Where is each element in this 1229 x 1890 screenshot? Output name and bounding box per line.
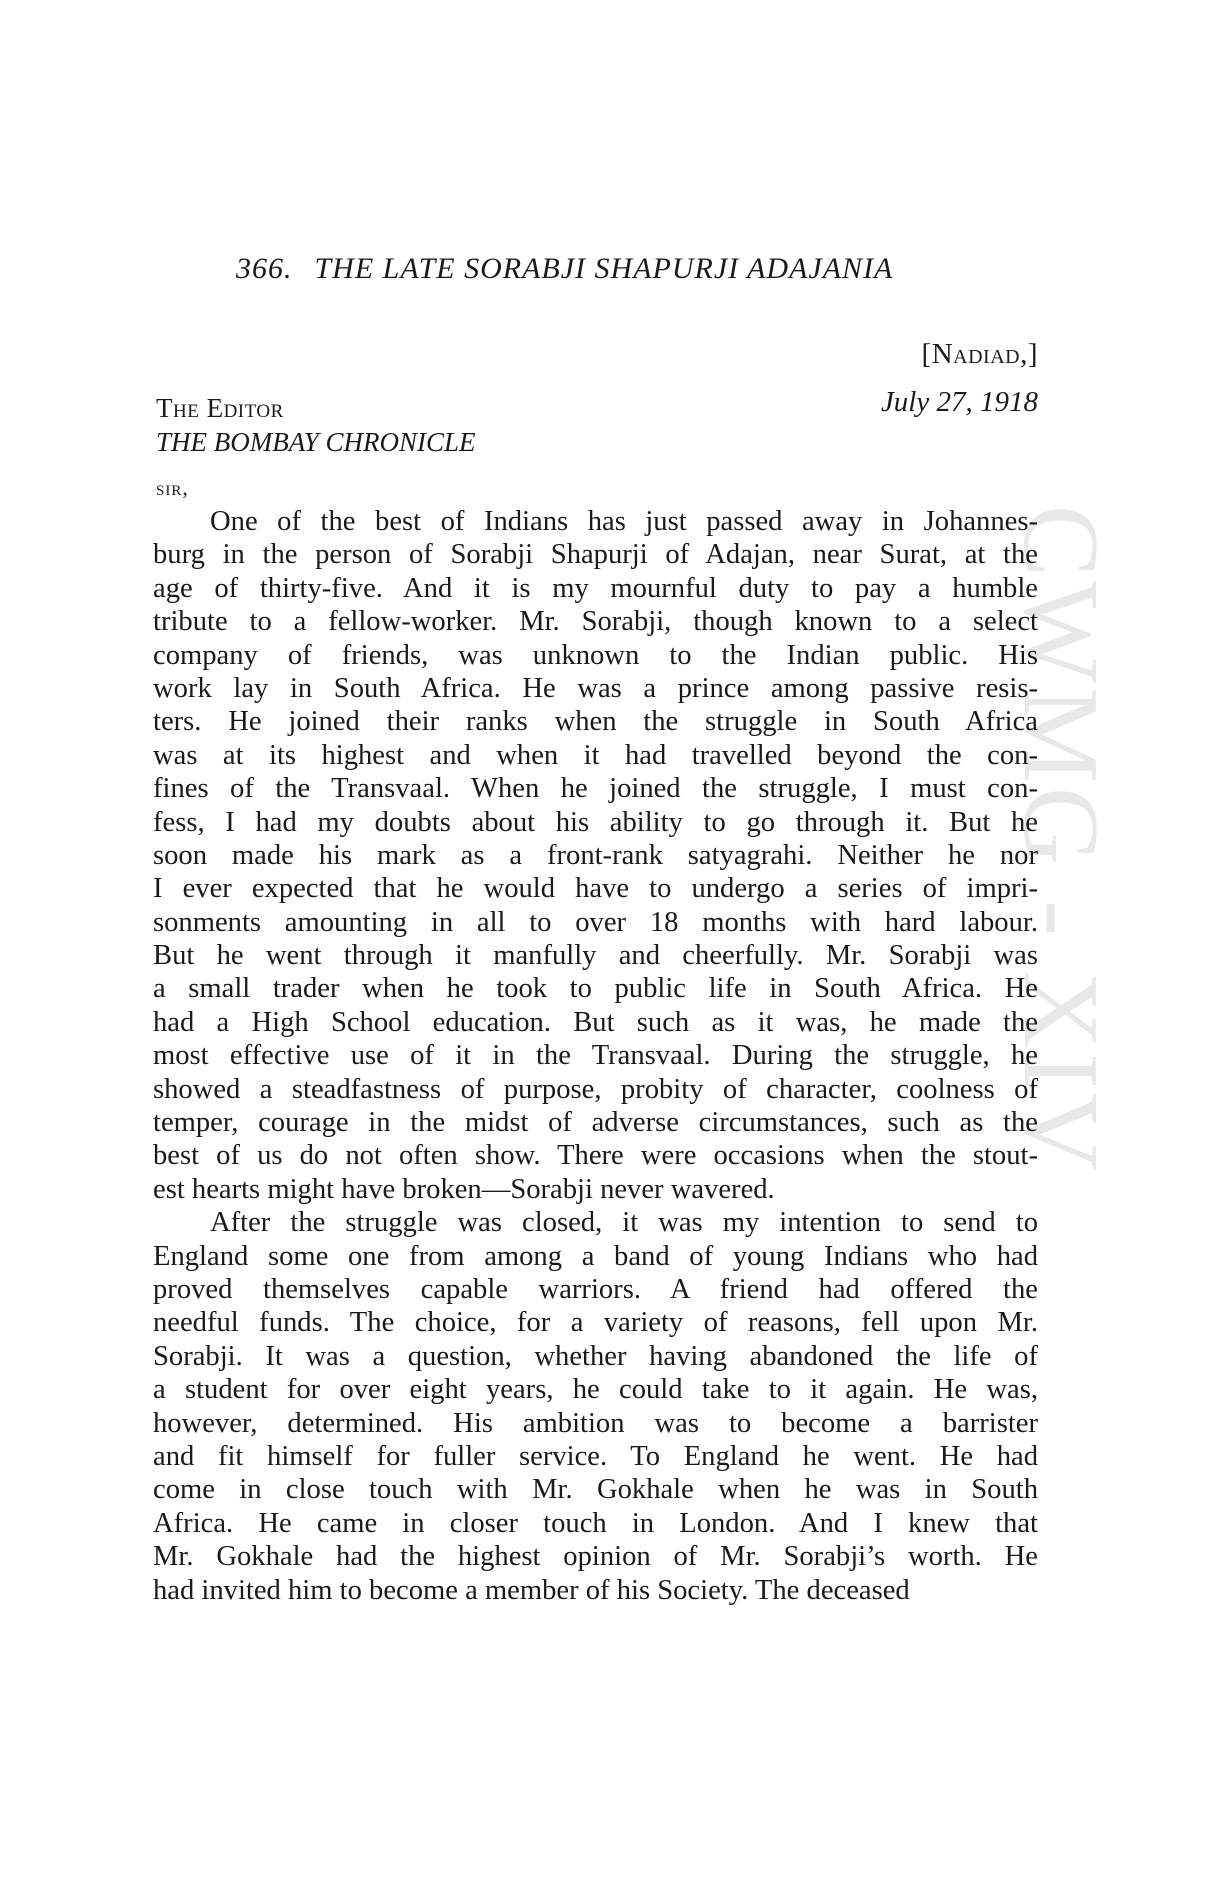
text-line: After the struggle was closed, it was my intention to send to [210, 1207, 1038, 1239]
document-title: THE LATE SORABJI SHAPURJI ADAJANIA [314, 252, 894, 285]
text-line: had invited him to become a member of his Society. The deceased [153, 1574, 910, 1606]
text-line: Africa. He came in closer touch in London. And I knew that [153, 1507, 1038, 1539]
letter-body [153, 505, 1038, 1607]
text-line: burg in the person of Sorabji Shapurji of Adajan, near Surat, at the [153, 539, 1038, 571]
text-line: best of us do not often show. There were occasions when the stout- [153, 1140, 1038, 1172]
text-line: fess, I had my doubts about his ability to go through it. But he [153, 806, 1038, 838]
addressee-editor: The Editor [156, 393, 284, 423]
text-line: Sorabji. It was a question, whether having abandoned the life of [153, 1340, 1038, 1372]
paragraph [153, 1206, 1038, 1607]
document-heading [236, 252, 893, 286]
text-line: most effective use of it in the Transvaal. During the struggle, he [153, 1040, 1038, 1072]
text-line: however, determined. His ambition was to become a barrister [153, 1407, 1038, 1439]
text-line: fines of the Transvaal. When he joined the struggle, I must con- [153, 773, 1038, 805]
text-line: and fit himself for fuller service. To England he went. He had [153, 1440, 1038, 1472]
watermark-text: CWMG - XIV [1001, 505, 1120, 1175]
text-line: proved themselves capable warriors. A friend had offered the [153, 1273, 1038, 1305]
text-line: But he went through it manfully and cheerfully. Mr. Sorabji was [153, 940, 1038, 972]
dateline-place: [Nadiad,] [921, 338, 1038, 370]
document-number: 366. [236, 252, 293, 285]
text-line: showed a steadfastness of purpose, probity of character, coolness of [153, 1073, 1038, 1105]
text-line: company of friends, was unknown to the Indian public. His [153, 639, 1038, 671]
text-line: England some one from among a band of young Indians who had [153, 1240, 1038, 1272]
text-line: a small trader when he took to public life in South Africa. He [153, 973, 1038, 1005]
text-line: was at its highest and when it had travelled beyond the con- [153, 739, 1038, 771]
text-line: needful funds. The choice, for a variety of reasons, fell upon Mr. [153, 1307, 1038, 1339]
text-line: soon made his mark as a front-rank satyagrahi. Neither he nor [153, 839, 1038, 871]
addressee-newspaper: THE BOMBAY CHRONICLE [156, 427, 476, 457]
text-line: had a High School education. But such as it was, he made the [153, 1006, 1038, 1038]
text-line: a student for over eight years, he could take to it again. He was, [153, 1374, 1038, 1406]
text-line: tribute to a fellow-worker. Mr. Sorabji, though known to a select [153, 606, 1038, 638]
dateline-date: July 27, 1918 [880, 386, 1038, 418]
text-line: ters. He joined their ranks when the struggle in South Africa [153, 706, 1038, 738]
salutation: sir, [156, 475, 189, 500]
text-line: temper, courage in the midst of adverse circumstances, such as the [153, 1107, 1038, 1139]
paragraph [153, 505, 1038, 1206]
text-line: sonments amounting in all to over 18 months with hard labour. [153, 906, 1038, 938]
text-line: One of the best of Indians has just passed away in Johannes- [210, 506, 1038, 537]
addressee-block [156, 391, 476, 459]
text-line: I ever expected that he would have to undergo a series of impri- [153, 873, 1038, 905]
text-line: Mr. Gokhale had the highest opinion of Mr. Sorabji’s worth. He [153, 1541, 1038, 1573]
text-line: come in close touch with Mr. Gokhale when he was in South [153, 1474, 1038, 1506]
text-line: age of thirty-five. And it is my mournful duty to pay a humble [153, 572, 1038, 604]
text-line: work lay in South Africa. He was a prince among passive resis- [153, 672, 1038, 704]
text-line: est hearts might have broken—Sorabji never wavered. [153, 1173, 775, 1205]
